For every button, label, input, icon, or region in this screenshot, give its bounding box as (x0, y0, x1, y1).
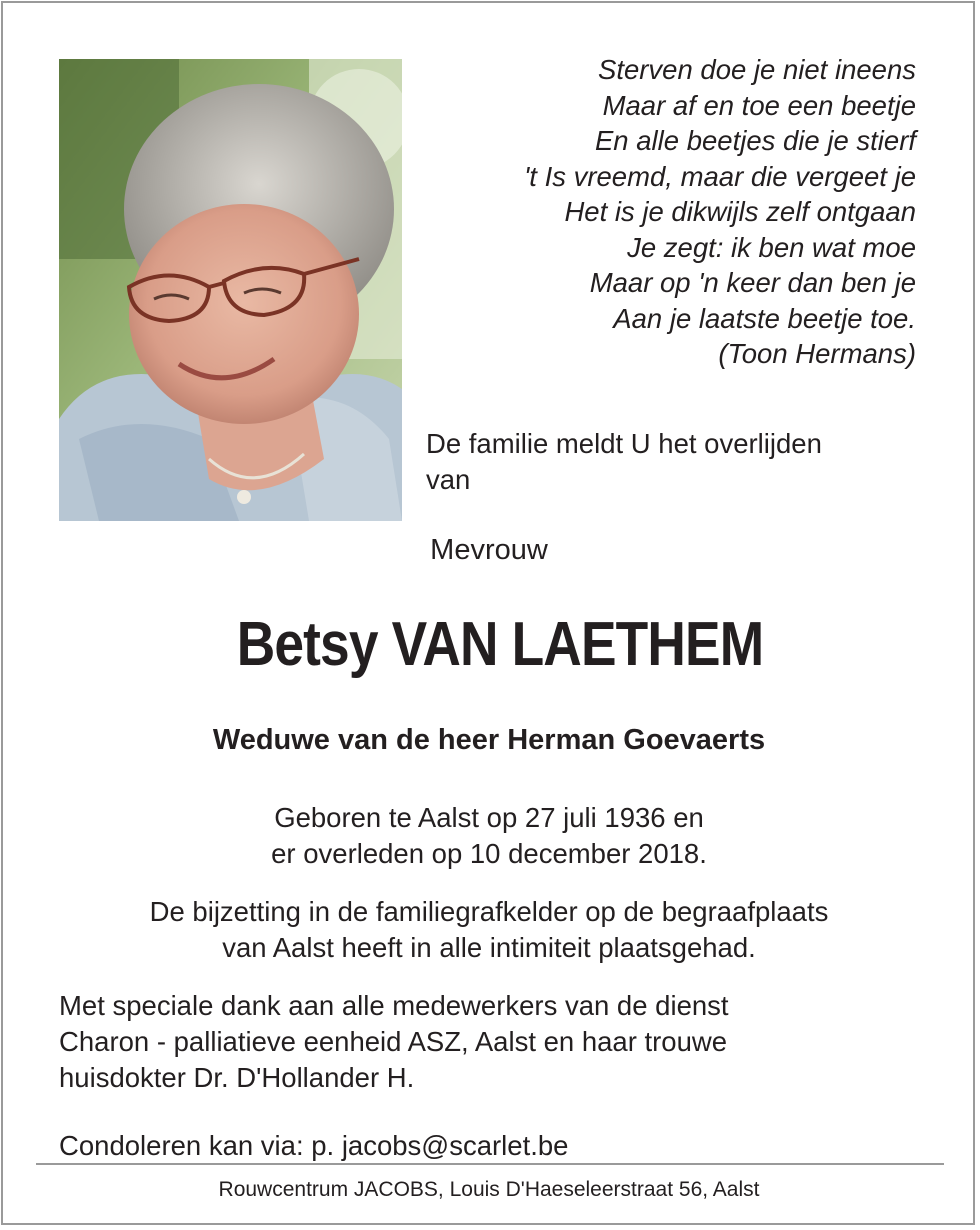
poem-author: (Toon Hermans) (718, 338, 916, 369)
widow-of: Weduwe van de heer Herman Goevaerts (212, 724, 766, 756)
condolence-contact: Condoleren kan via: p. jacobs@scarlet.be (59, 1130, 569, 1161)
thanks-line: huisdokter Dr. D'Hollander H. (59, 1062, 415, 1093)
birth-line: Geboren te Aalst op 27 juli 1936 en (274, 802, 704, 833)
poem (420, 52, 916, 372)
portrait-photo (59, 59, 402, 521)
salutation-text: Mevrouw (430, 534, 548, 566)
death-line: er overleden op 10 december 2018. (271, 838, 707, 869)
salutation (0, 534, 980, 567)
poem-line: Het is je dikwijls zelf ontgaan (564, 196, 916, 227)
burial-info (0, 894, 978, 966)
intro-line: van (426, 464, 471, 495)
poem-line: Sterven doe je niet ineens (598, 54, 916, 85)
divider (36, 1163, 944, 1165)
thanks-line: Charon - palliatieve eenheid ASZ, Aalst en haar trouwe (59, 1026, 728, 1057)
funeral-home-footer: Rouwcentrum JACOBS, Louis D'Haeseleerstraat 56, Aalst (218, 1178, 760, 1201)
poem-line: Maar af en toe een beetje (602, 89, 916, 121)
thanks-line: Met speciale dank aan alle medewerkers van de dienst (59, 990, 729, 1021)
burial-line: van Aalst heeft in alle intimiteit plaatsgehad. (222, 932, 756, 963)
birth-death-info (0, 800, 978, 872)
intro-line: De familie meldt U het overlijden (426, 428, 822, 459)
poem-line: 't Is vreemd, maar die vergeet je (524, 160, 916, 192)
announcement-intro (426, 426, 896, 498)
deceased-name: Betsy VAN LAETHEM (236, 610, 764, 679)
burial-line: De bijzetting in de familiegrafkelder op de begraafplaats (149, 896, 829, 927)
poem-line: Maar op 'n keer dan ben je (589, 267, 916, 298)
poem-line: En alle beetjes die je stierf (594, 125, 916, 156)
poem-line: Aan je laatste beetje toe. (613, 302, 916, 334)
poem-line: Je zegt: ik ben wat moe (627, 231, 916, 263)
thanks-note (59, 988, 939, 1096)
